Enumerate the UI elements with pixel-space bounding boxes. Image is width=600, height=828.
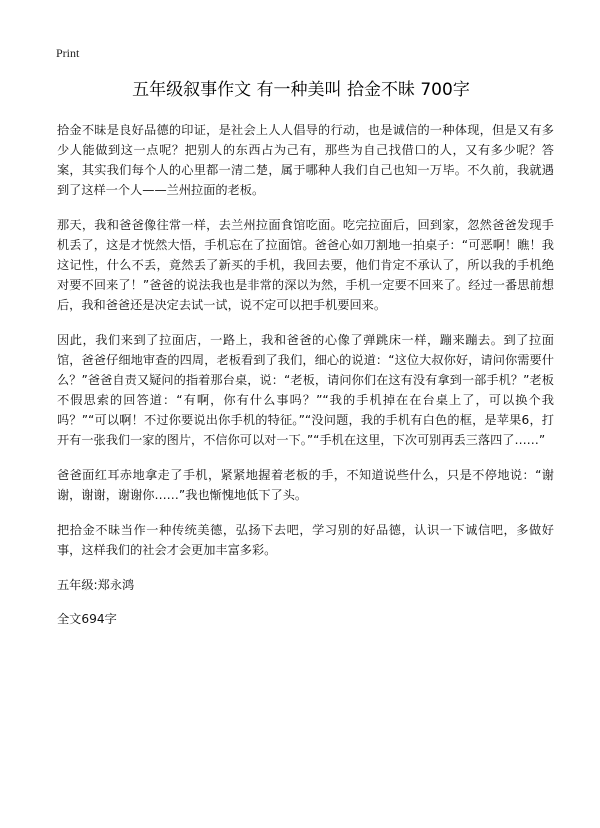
article-title: 五年级叙事作文 有一种美叫 拾金不昧 700字 <box>132 80 470 100</box>
paragraph-1: 拾金不昧是良好品德的印证，是社会上人人倡导的行动，也是诚信的一种体现，但是又有多少人能做到这一点呢？把别人的东西占为己有，那些为自己找借口的人，又有多少呢？答案，其实我们每个人的心里都一清二楚，属于哪种人我们自己也知一万毕。不久前，我就遇到了这样一个人——兰州拉面的老板。 <box>57 123 554 197</box>
author-line: 五年级:郑永鸿 <box>57 578 135 592</box>
paragraph-3: 因此，我们来到了拉面店，一路上，我和爸爸的心像了弹跳床一样，蹦来蹦去。到了拉面馆，爸爸仔细地审查的四周，老板看到了我们，细心的说道：“这位大叔你好，请问你需要什么？”爸爸自责又疑问的指着那台桌，说：“老板，请问你们在这有没有拿到一部手机？”老板不假思索的回答道：“有啊，你有什么事吗？”“我的手机掉在在台桌上了，可以换个我吗？”“可以啊！不过你要说出你手机的特征。”“没问题，我的手机有白色的框，是苹果6，打开有一张我们一家的图片，不信你可以对一下。”“手机在这里，下次可别再丢三落四了……” <box>57 333 554 447</box>
article-body <box>57 120 554 643</box>
paragraph-5: 把拾金不昧当作一种传统美德，弘扬下去吧，学习别的好品德，认识一下诚信吧，多做好事，这样我们的社会才会更加丰富多彩。 <box>57 523 554 557</box>
paragraph-2: 那天，我和爸爸像往常一样，去兰州拉面食馆吃面。吃完拉面后，回到家，忽然爸爸发现手机丢了，这是才恍然大悟，手机忘在了拉面馆。爸爸心如刀割地一拍桌子：“可恶啊！瞧！我这记性，什么不丢，竟然丢了新买的手机，我回去要，他们肯定不承认了，所以我的手机绝对要不回来了！”爸爸的说法我也是非常的深以为然，手机一定要不回来了。经过一番思前想后，我和爸爸还是决定去试一试，说不定可以把手机要回来。 <box>57 218 554 312</box>
print-link[interactable]: Print <box>56 46 80 60</box>
word-count: 全文694字 <box>57 612 117 626</box>
paragraph-4: 爸爸面红耳赤地拿走了手机，紧紧地握着老板的手，不知道说些什么，只是不停地说：“谢谢，谢谢，谢谢你……”我也惭愧地低下了头。 <box>57 468 554 502</box>
